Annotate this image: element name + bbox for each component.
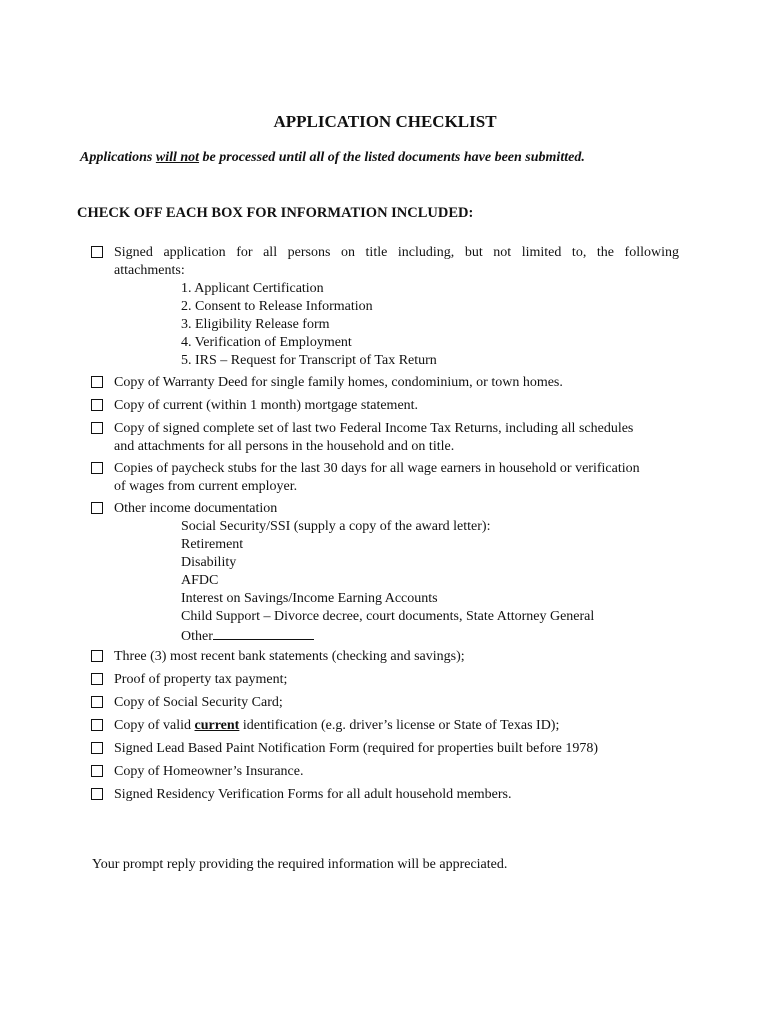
checkbox[interactable]: [91, 696, 103, 708]
item-text-line2: attachments:: [114, 263, 185, 278]
item-text: Copy of Social Security Card;: [114, 695, 283, 710]
attachment-label: 5. IRS – Request for Transcript of Tax Return: [181, 353, 437, 368]
item-text-line1: Copies of paycheck stubs for the last 30 days for all wage earners in household or verification: [114, 461, 640, 476]
item-text: [114, 717, 559, 735]
attachment-label: 1. Applicant Certification: [181, 281, 324, 296]
attachment-label: 3. Eligibility Release form: [181, 317, 330, 332]
checkbox[interactable]: [91, 462, 103, 474]
processing-notice: [80, 150, 585, 166]
notice-prefix: Applications: [80, 150, 156, 165]
section-heading: CHECK OFF EACH BOX FOR INFORMATION INCLUDED:: [77, 205, 474, 221]
checkbox[interactable]: [91, 742, 103, 754]
income-type-label: Retirement: [181, 537, 244, 552]
income-type-label: Disability: [181, 555, 237, 570]
checkbox[interactable]: [91, 673, 103, 685]
checkbox[interactable]: [91, 376, 103, 388]
income-type-label: AFDC: [181, 573, 219, 588]
checkbox[interactable]: [91, 788, 103, 800]
item-text: Three (3) most recent bank statements (checking and savings);: [114, 649, 465, 664]
item-text: Proof of property tax payment;: [114, 672, 288, 687]
item-text-line1: Signed application for all persons on title including, but not limited to, the following: [114, 245, 679, 260]
item-text: Copy of Homeowner’s Insurance.: [114, 764, 304, 779]
closing-note: Your prompt reply providing the required information will be appreciated.: [92, 857, 508, 872]
notice-suffix: be processed until all of the listed documents have been submitted.: [199, 150, 585, 165]
item-text: Signed Lead Based Paint Notification Form (required for properties built before 1978): [114, 741, 599, 756]
item-text: Copy of Warranty Deed for single family homes, condominium, or town homes.: [114, 375, 563, 390]
checkbox[interactable]: [91, 502, 103, 514]
page-title: APPLICATION CHECKLIST: [273, 112, 497, 131]
identification-emphasis: current: [194, 718, 240, 733]
attachment-label: 4. Verification of Employment: [181, 335, 352, 350]
item-text-line2: and attachments for all persons in the household and on title.: [114, 439, 455, 454]
checkbox[interactable]: [91, 719, 103, 731]
item-text: Signed Residency Verification Forms for all adult household members.: [114, 787, 512, 802]
item-text: Other income documentation: [114, 501, 278, 516]
other-label: Other: [181, 629, 213, 644]
notice-emphasis: will not: [155, 150, 200, 165]
income-type-label: Interest on Savings/Income Earning Accounts: [181, 591, 438, 606]
income-type-label: Social Security/SSI (supply a copy of the award letter):: [181, 519, 491, 534]
other-income-field: [181, 626, 314, 646]
item-text-line2: of wages from current employer.: [114, 479, 298, 494]
item-text: Copy of current (within 1 month) mortgage statement.: [114, 398, 419, 413]
income-type-label: Child Support – Divorce decree, court documents, State Attorney General: [181, 609, 595, 624]
other-blank-line[interactable]: [213, 626, 314, 640]
checkbox[interactable]: [91, 765, 103, 777]
identification-suffix: identification (e.g. driver’s license or State of Texas ID);: [239, 718, 560, 733]
checkbox[interactable]: [91, 422, 103, 434]
identification-prefix: Copy of valid: [114, 718, 195, 733]
checkbox[interactable]: [91, 650, 103, 662]
checkbox[interactable]: [91, 246, 103, 258]
item-text-line1: Copy of signed complete set of last two Federal Income Tax Returns, including all schedules: [114, 421, 634, 436]
attachment-label: 2. Consent to Release Information: [181, 299, 373, 314]
checkbox[interactable]: [91, 399, 103, 411]
